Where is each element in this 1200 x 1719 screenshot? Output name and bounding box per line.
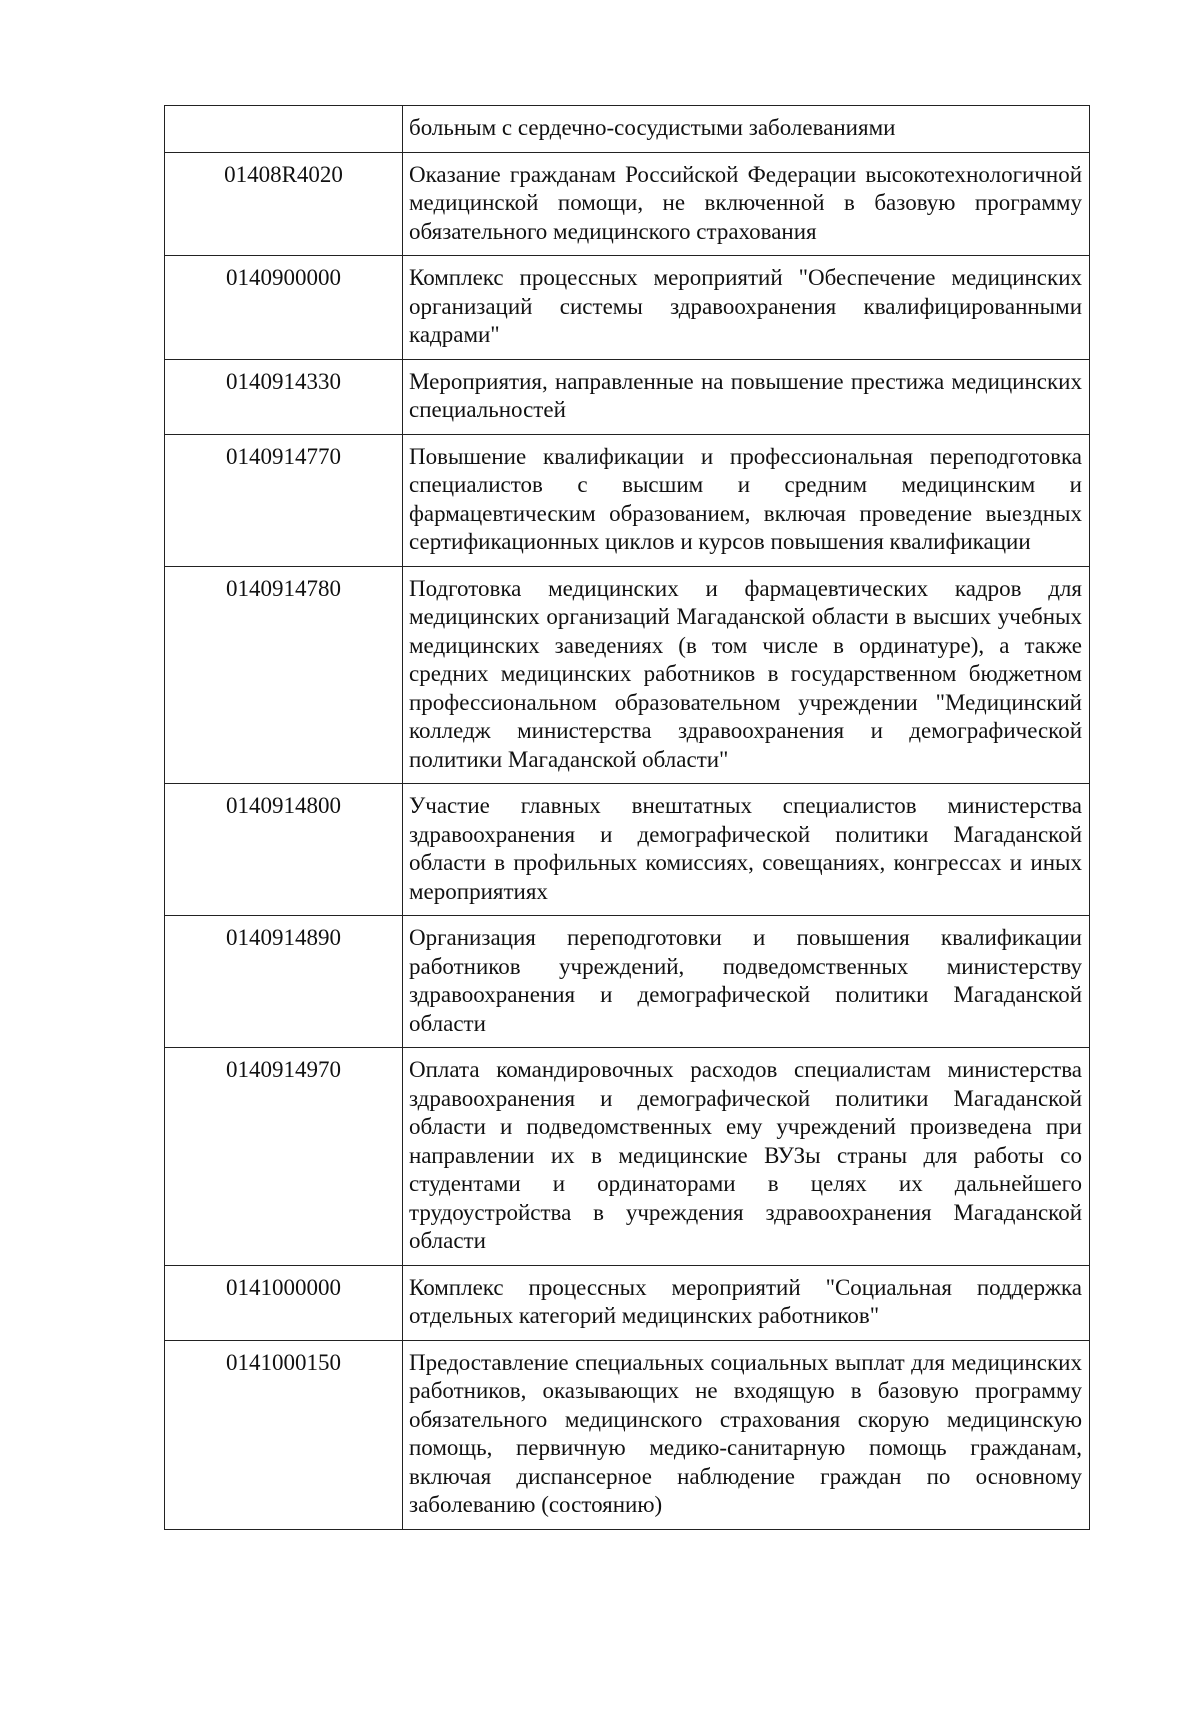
table-row bbox=[165, 1340, 1090, 1529]
row-description: Подготовка медицинских и фармацевтических кадров для медицинских организаций Магаданской области в высших учебных медицинских заведениях (в том числе в ординатуре), а также средних медицинских работников в государственном бюджетном профессиональном образовательном учреждении "Медицинский колледж министерства здравоохранения и демографической политики Магаданской области" bbox=[403, 566, 1090, 784]
row-description: Комплекс процессных мероприятий "Социальная поддержка отдельных категорий медицинских работников" bbox=[403, 1265, 1090, 1340]
row-code: 0140914800 bbox=[165, 784, 403, 916]
table-row bbox=[165, 566, 1090, 784]
table-row bbox=[165, 106, 1090, 153]
row-code: 0140914770 bbox=[165, 434, 403, 566]
table-row bbox=[165, 784, 1090, 916]
row-description: Оказание гражданам Российской Федерации высокотехнологичной медицинской помощи, не включенной в базовую программу обязательного медицинского страхования bbox=[403, 152, 1090, 256]
table-row bbox=[165, 434, 1090, 566]
row-code: 0140914970 bbox=[165, 1048, 403, 1266]
row-code: 0140914890 bbox=[165, 916, 403, 1048]
budget-classification-table bbox=[164, 105, 1090, 1530]
table-row bbox=[165, 1048, 1090, 1266]
row-code: 0141000000 bbox=[165, 1265, 403, 1340]
row-description: Мероприятия, направленные на повышение престижа медицинских специальностей bbox=[403, 359, 1090, 434]
row-code: 0140900000 bbox=[165, 256, 403, 360]
table-row bbox=[165, 916, 1090, 1048]
table-row bbox=[165, 1265, 1090, 1340]
row-description: Комплекс процессных мероприятий "Обеспечение медицинских организаций системы здравоохранения квалифицированными кадрами" bbox=[403, 256, 1090, 360]
row-code: 01408R4020 bbox=[165, 152, 403, 256]
row-description: Повышение квалификации и профессиональная переподготовка специалистов с высшим и средним медицинским и фармацевтическим образованием, включая проведение выездных сертификационных циклов и курсов повышения квалификации bbox=[403, 434, 1090, 566]
row-description: Организация переподготовки и повышения квалификации работников учреждений, подведомственных министерству здравоохранения и демографической политики Магаданской области bbox=[403, 916, 1090, 1048]
row-description: Участие главных внештатных специалистов министерства здравоохранения и демографической политики Магаданской области в профильных комиссиях, совещаниях, конгрессах и иных мероприятиях bbox=[403, 784, 1090, 916]
table-row bbox=[165, 359, 1090, 434]
row-code bbox=[165, 106, 403, 153]
table-row bbox=[165, 152, 1090, 256]
row-description: больным с сердечно-сосудистыми заболеваниями bbox=[403, 106, 1090, 153]
table-row bbox=[165, 256, 1090, 360]
row-description: Предоставление специальных социальных выплат для медицинских работников, оказывающих не входящую в базовую программу обязательного медицинского страхования скорую медицинскую помощь, первичную медико-санитарную помощь гражданам, включая диспансерное наблюдение граждан по основному заболеванию (состоянию) bbox=[403, 1340, 1090, 1529]
row-description: Оплата командировочных расходов специалистам министерства здравоохранения и демографической политики Магаданской области и подведомственных ему учреждений произведена при направлении их в медицинские ВУЗы страны для работы со студентами и ординаторами в целях их дальнейшего трудоустройства в учреждения здравоохранения Магаданской области bbox=[403, 1048, 1090, 1266]
row-code: 0140914330 bbox=[165, 359, 403, 434]
row-code: 0141000150 bbox=[165, 1340, 403, 1529]
row-code: 0140914780 bbox=[165, 566, 403, 784]
